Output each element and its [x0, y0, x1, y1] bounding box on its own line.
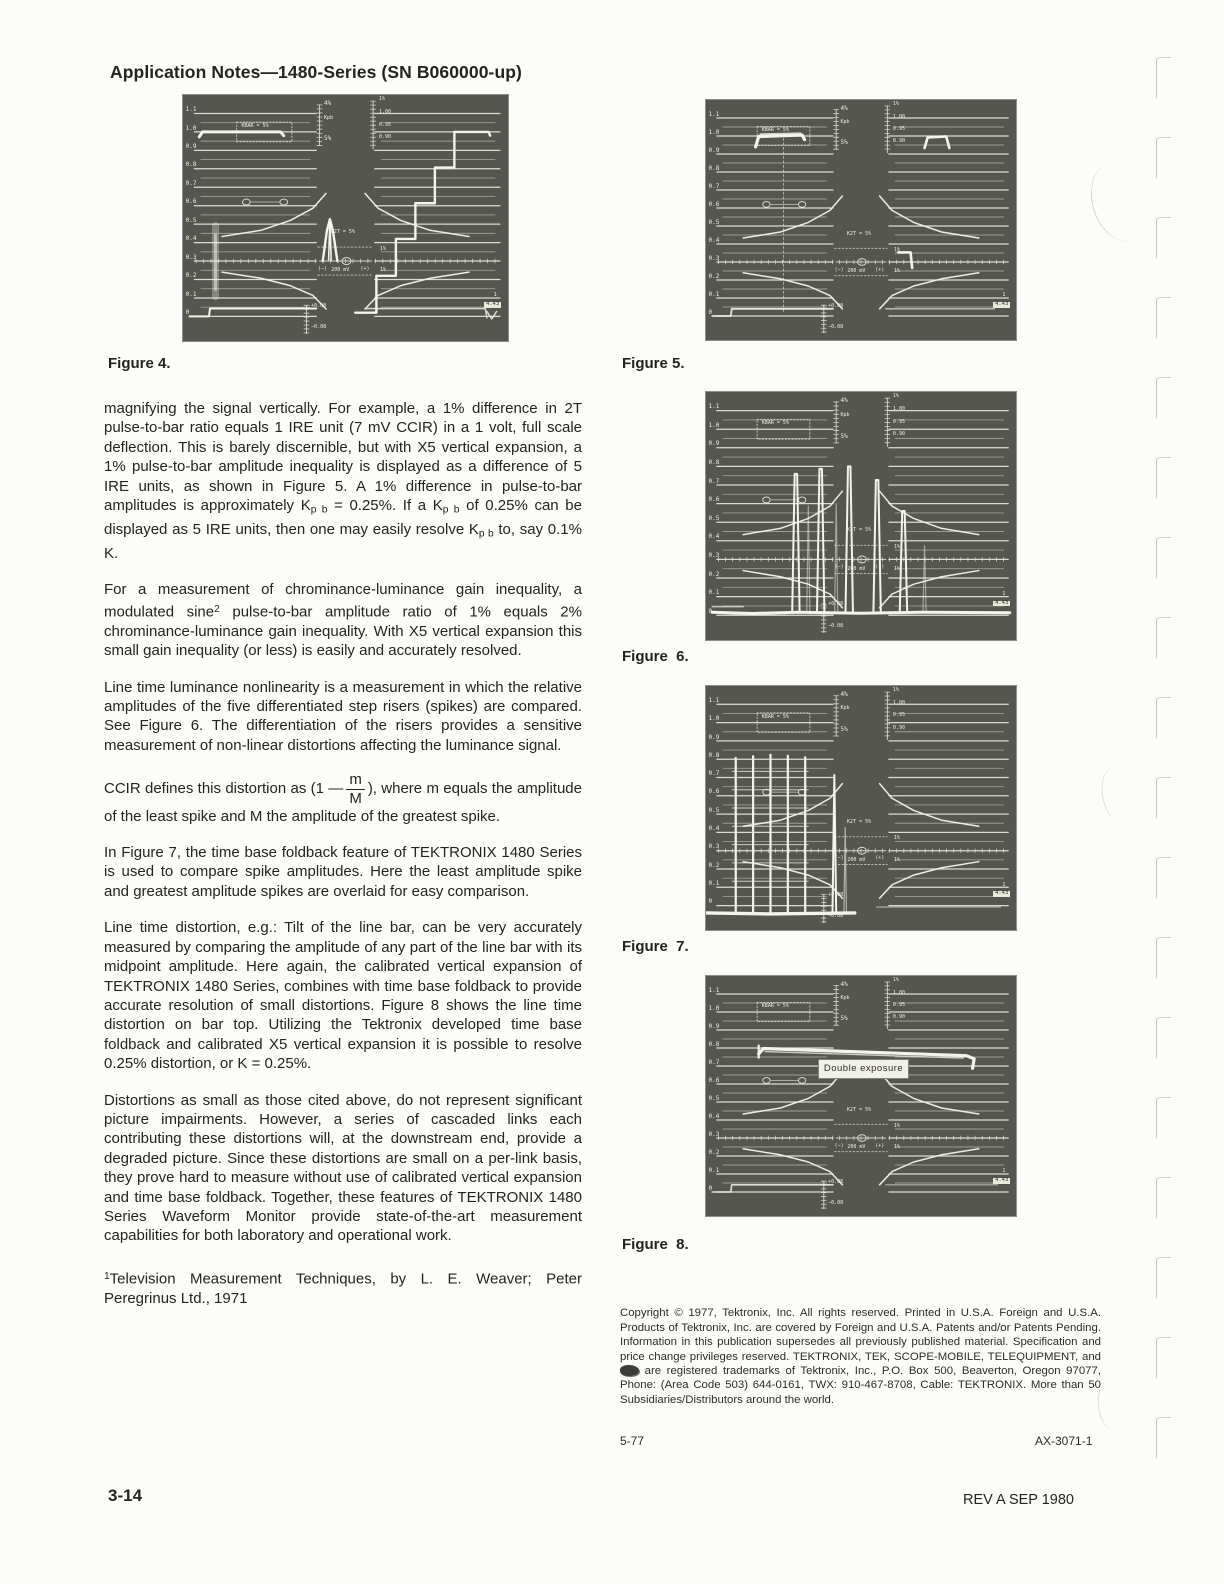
- scope-label: 1%: [379, 267, 386, 274]
- scope-label: 4.43: [485, 301, 500, 308]
- scope-label: 1.1: [708, 696, 720, 704]
- revision-label: REV A SEP 1980: [963, 1492, 1074, 1508]
- scope-label: KBAR = 5%: [761, 127, 789, 134]
- scope-label: 0.8: [708, 1040, 720, 1048]
- scope-label: 1.1: [708, 110, 720, 118]
- scope-label: 0.90: [892, 138, 905, 145]
- formula-text: CCIR defines this distortion as (1 —: [104, 780, 344, 798]
- scope-label: 0.7: [185, 179, 197, 187]
- scope-label: 0.5: [708, 218, 720, 226]
- tektronix-logo-icon: [620, 1365, 639, 1376]
- binding-mark: [1156, 1417, 1171, 1458]
- scope-label: K2T = 5%: [330, 229, 355, 236]
- scope-label: 0.6: [708, 496, 720, 504]
- waveform-display: [706, 976, 1016, 1216]
- scope-label: 4.43: [995, 599, 1009, 606]
- scope-label: 0.4: [708, 1112, 720, 1120]
- figure-6-photo: [706, 392, 1016, 640]
- scope-label: 0.95: [892, 712, 905, 719]
- scope-label: 0.3: [708, 254, 720, 262]
- figure-4-photo: [183, 95, 508, 341]
- scope-label: 1%: [893, 543, 900, 550]
- scope-label: 0.5: [185, 216, 197, 224]
- paragraph-formula: [104, 772, 582, 826]
- binding-mark: [1156, 377, 1171, 418]
- scope-label: 4%: [324, 100, 332, 108]
- scope-label: 0.5: [708, 514, 720, 522]
- scope-label: 1: [1002, 590, 1006, 597]
- scope-label: 1: [1002, 881, 1006, 888]
- scope-label: 0.2: [708, 272, 720, 280]
- scope-label: 0: [708, 898, 713, 906]
- scope-label: 4.43: [995, 301, 1009, 308]
- scope-label: (+): [875, 1142, 885, 1149]
- scope-label: +0.08: [828, 1178, 844, 1185]
- scope-label: 0.1: [708, 1166, 720, 1174]
- scope-label: 1.0: [708, 1004, 720, 1012]
- scope-label: 0.8: [708, 458, 720, 466]
- scope-label: Kpb: [840, 411, 850, 418]
- scope-label: (−): [834, 266, 844, 273]
- scope-label: 0.7: [708, 477, 720, 485]
- scope-label: 1.00: [378, 109, 392, 115]
- formula-text: ), where m equals the amplitude of the least spike and M the amplitude of the greatest spike.: [104, 780, 582, 825]
- scope-label: 0.9: [708, 440, 720, 448]
- scope-label: 4%: [840, 397, 848, 405]
- scope-label: 0.9: [708, 733, 720, 741]
- binding-mark: [1156, 857, 1171, 898]
- scope-label: 1.1: [708, 986, 720, 994]
- figure-4-caption: Figure 4.: [108, 355, 171, 372]
- scope-label: 4.43: [995, 890, 1009, 897]
- scope-label: 1%: [893, 1122, 900, 1129]
- binding-mark: [1156, 137, 1171, 178]
- scope-label: 0.95: [378, 121, 392, 128]
- paragraph: Line time distortion, e.g.: Tilt of the line bar, can be very accurately measured by comparing the amplitude of any part of the line bar with its midpoint amplitude. Here again, the calibrated vertical expansion of TEKTRONIX 1480 Series, combines with time base foldback to provide accurate resolution of small distortions. Figure 8 shows the line time distortion on bar top. Utilizing the Tektronix developed time base foldback and calibrated X5 vertical expansion it is possible to resolve 0.25% distortion, or K = 0.25%.: [104, 919, 582, 1073]
- scope-label: 1%: [892, 101, 899, 108]
- figure-5-caption: Figure 5.: [622, 355, 685, 372]
- waveform-display: [706, 686, 1016, 930]
- scope-label: 4%: [840, 981, 848, 989]
- scope-label: 0.8: [185, 161, 197, 169]
- fraction-denominator: M: [349, 789, 362, 807]
- scope-label: 0.2: [708, 1148, 720, 1156]
- scope-label: 0.90: [378, 134, 392, 141]
- scope-label: 4%: [840, 105, 848, 113]
- scope-label: 1.00: [892, 406, 905, 413]
- scope-label: 1: [1002, 1168, 1006, 1175]
- paragraph: Line time luminance nonlinearity is a measurement in which the relative amplitudes of the five differentiated step risers (spikes) are compared. See Figure 6. The differentiation of the risers provides a sensitive measurement of non-linear distortions affecting the luminance signal.: [104, 678, 582, 754]
- scope-label: 0: [708, 308, 713, 316]
- scope-label: 5%: [840, 725, 848, 733]
- scope-label: K2T = 5%: [847, 231, 872, 237]
- scope-label: 0.5: [708, 806, 720, 814]
- scope-label: 1%: [893, 835, 900, 842]
- scope-label: 0.3: [708, 551, 720, 559]
- scope-label: 0.7: [708, 1058, 720, 1066]
- binding-mark: [1156, 697, 1171, 738]
- scope-label: 1%: [893, 1143, 900, 1150]
- scope-label: 0.6: [185, 198, 197, 206]
- paragraph: magnifying the signal vertically. For example, a 1% difference in 2T pulse-to-bar ratio equals 1 IRE unit (7 mV CCIR) in a 1 volt, full scale deflection. This is barely discernible, but with X5 vertical expansion, a 1% pulse-to-bar amplitude inequality is displayed as a difference of 5 IRE units, as shown in Figure 5. A 1% difference in pulse-to-bar amplitudes is approximately $K_{p b} = 0.25\%$. If a $K_{p b}$ of 0.25% can be displayed as 5 IRE units, then one may easily resolve $K_{p b}$ to, say 0.1% K.: [104, 400, 582, 562]
- scope-label: 0.1: [708, 879, 720, 887]
- scope-label: KBAR = 5%: [761, 713, 789, 720]
- scope-label: 0.4: [185, 235, 197, 243]
- scope-label: 1%: [893, 565, 900, 572]
- page-number: 3-14: [108, 1486, 143, 1505]
- figure-7-caption: Figure 7.: [622, 938, 689, 955]
- binding-mark: [1156, 1177, 1171, 1218]
- scope-label: 0.6: [708, 200, 720, 208]
- scope-label: 5%: [840, 139, 848, 147]
- scope-label: Kpb: [840, 705, 850, 712]
- scan-artifact-curve: [1082, 153, 1161, 248]
- scope-label: 0.90: [892, 724, 905, 731]
- scope-label: (−): [834, 1142, 844, 1149]
- scope-label: (−): [834, 855, 844, 862]
- scope-label: −0.08: [828, 323, 844, 330]
- scope-label: Kpb: [324, 114, 334, 121]
- scope-label: 0.95: [892, 1001, 905, 1008]
- scope-label: 1: [493, 292, 497, 299]
- scope-label: 0.2: [185, 272, 197, 280]
- scope-label: −0.08: [828, 1199, 844, 1206]
- binding-mark: [1156, 1257, 1171, 1298]
- scope-label: 0.95: [892, 418, 905, 425]
- article-body: [104, 399, 582, 1308]
- scope-label: 0.1: [708, 589, 720, 597]
- scope-label: K2T = 5%: [847, 527, 872, 534]
- scope-label: −0.08: [311, 324, 327, 331]
- scope-label: 4.43: [995, 1177, 1009, 1184]
- scope-label: 1.0: [708, 128, 720, 136]
- binding-mark: [1156, 537, 1171, 578]
- page-title: Application Notes—1480-Series (SN B060000-up): [110, 62, 522, 82]
- copyright-text: Copyright © 1977, Tektronix, Inc. All rights reserved. Printed in U.S.A. Foreign and U.S.A. Products of Tektronix, Inc. are covered by Foreign and U.S.A. Patents and/or Patents Pending. Information in this publication supersedes all previously published material. Specification and price change privileges reserved. TEKTRONIX, TEK, SCOPE-MOBILE, TELEQUIPMENT, and: [620, 1307, 1101, 1363]
- figure-6-caption: Figure 6.: [622, 648, 689, 665]
- scope-label: 0.95: [892, 125, 905, 132]
- scope-label: 0: [185, 309, 190, 316]
- scope-label: 1%: [893, 856, 900, 863]
- scope-label: 1%: [892, 977, 899, 984]
- waveform-display: [183, 95, 508, 341]
- fraction-numerator: m: [346, 772, 365, 790]
- footnote: $^1$Television Measurement Techniques, by L. E. Weaver; Peter Peregrinus Ltd., 1971: [104, 1270, 582, 1307]
- waveform-display: [706, 100, 1016, 340]
- scope-label: 0.6: [708, 1076, 720, 1084]
- issue-date: 5-77: [620, 1434, 645, 1448]
- scope-label: 1: [1002, 292, 1006, 299]
- paragraph: Distortions as small as those cited above, do not represent significant picture impairments. However, a series of cascaded links each contributing these distortions will, at the downstream end, provide a degraded picture. Since these distortions are small on a per-link basis, they prove hard to measure without use of calibrated vertical expansion and time base foldback. Together, these features of TEKTRONIX 1480 Series Waveform Monitor provide state-of-the-art measurement capabilities for both laboratory and operational work.: [104, 1091, 582, 1245]
- binding-mark: [1156, 1097, 1171, 1138]
- scope-label: (+): [875, 266, 885, 273]
- scope-label: (−): [834, 564, 844, 571]
- scope-label: 0.4: [708, 533, 720, 541]
- scope-label: 1%: [892, 393, 899, 400]
- scope-label: 1.0: [185, 124, 197, 132]
- scope-label: K2T = 5%: [847, 1107, 872, 1113]
- scope-label: 1.00: [892, 989, 905, 996]
- scope-label: (+): [875, 564, 885, 571]
- scope-label: 1.00: [892, 699, 905, 706]
- scope-label: 200 mV: [847, 1143, 866, 1150]
- scope-label: 0.3: [708, 1130, 720, 1138]
- paragraph: For a measurement of chrominance-luminance gain inequality, a modulated sine$^2$ pulse-to-bar amplitude ratio of 1% equals 2% chrominance-luminance gain inequality. With X5 vertical expansion this small gain inequality (or less) is easily and accurately resolved.: [104, 581, 582, 660]
- scope-label: 0.7: [708, 182, 720, 190]
- scope-label: 4%: [840, 691, 848, 699]
- scope-label: 0.90: [892, 431, 905, 438]
- waveform-display: [706, 392, 1016, 640]
- binding-mark: [1156, 617, 1171, 658]
- scope-label: 5%: [840, 1015, 848, 1023]
- scope-label: 1.1: [708, 403, 720, 411]
- scope-label: 0.90: [892, 1014, 905, 1021]
- scope-label: 200 mV: [847, 565, 866, 572]
- scope-label: KBAR = 5%: [761, 420, 789, 427]
- scope-label: 0.3: [185, 253, 197, 261]
- scope-label: 1%: [892, 687, 899, 694]
- scope-label: 200 mV: [847, 267, 866, 274]
- scope-label: (−): [317, 265, 327, 272]
- scope-label: 0.8: [708, 751, 720, 759]
- copyright-notice: [620, 1306, 1101, 1407]
- scope-label: 1%: [893, 267, 900, 274]
- fraction: [346, 772, 365, 807]
- figure-7-photo: [706, 686, 1016, 930]
- scope-label: 1%: [893, 246, 900, 253]
- scan-artifact-curve: [1099, 766, 1133, 821]
- binding-mark: [1156, 297, 1171, 338]
- scope-label: −0.08: [828, 623, 844, 630]
- scope-label: 5%: [324, 135, 332, 143]
- scope-label: 0.2: [708, 570, 720, 578]
- binding-mark: [1156, 777, 1171, 818]
- scope-label: 0.4: [708, 825, 720, 833]
- scope-label: 200 mV: [847, 856, 866, 863]
- scope-label: 200 mV: [331, 267, 350, 274]
- scope-label: 0.8: [708, 164, 720, 172]
- copyright-text: are registered trademarks of Tektronix, Inc., P.O. Box 500, Beaverton, Oregon 97077, Phone: (Area Code 503) 644-0161, TWX: 910-467-8708, Cable: TEKTRONIX. More than 50 Subsidiaries/Distributors around the world.: [620, 1365, 1101, 1406]
- scope-label: 1%: [379, 245, 386, 252]
- scope-label: 0.4: [708, 236, 720, 244]
- figure-8-caption: Figure 8.: [622, 1236, 689, 1253]
- scope-label: 1.1: [185, 106, 197, 114]
- scope-label: 0.1: [708, 290, 720, 298]
- binding-mark: [1156, 1337, 1171, 1378]
- scan-artifact-curve: [1095, 1380, 1126, 1431]
- binding-mark: [1156, 217, 1171, 258]
- figure-5-photo: [706, 100, 1016, 340]
- scope-label: 5%: [840, 432, 848, 440]
- scope-label: 0: [708, 607, 713, 615]
- scope-label: 0.9: [708, 146, 720, 154]
- scope-label: KBAR = 5%: [241, 123, 269, 130]
- binding-mark: [1156, 937, 1171, 978]
- scope-label: 0: [708, 1184, 713, 1192]
- double-exposure-label: Double exposure: [818, 1059, 910, 1079]
- scope-label: 1.0: [708, 421, 720, 429]
- scope-label: 1%: [378, 96, 385, 103]
- scope-label: 0.3: [708, 843, 720, 851]
- document-code: AX-3071-1: [1035, 1434, 1093, 1448]
- scope-label: (+): [360, 265, 370, 272]
- scope-label: KBAR = 5%: [761, 1003, 789, 1010]
- scope-label: +0.08: [828, 302, 844, 309]
- scope-label: +0.08: [828, 891, 844, 898]
- binding-mark: [1156, 1017, 1171, 1058]
- scope-label: 0.6: [708, 788, 720, 796]
- scope-label: Kpb: [840, 995, 850, 1002]
- binding-mark: [1156, 457, 1171, 498]
- scope-label: 0.2: [708, 861, 720, 869]
- scope-label: +0.08: [311, 302, 327, 309]
- scope-label: 0.7: [708, 770, 720, 778]
- scope-label: −0.08: [828, 913, 844, 920]
- binding-mark: [1156, 57, 1171, 98]
- scope-label: 0.9: [708, 1022, 720, 1030]
- scope-label: 0.9: [185, 142, 197, 150]
- scope-label: 1.0: [708, 715, 720, 723]
- scope-label: +0.08: [828, 601, 844, 608]
- scope-label: Kpb: [840, 119, 850, 126]
- scope-label: K2T = 5%: [847, 819, 872, 826]
- figure-8-photo: [706, 976, 1016, 1216]
- scope-label: 0.5: [708, 1094, 720, 1102]
- scope-label: 1.00: [892, 113, 905, 120]
- scope-label: (+): [875, 855, 885, 862]
- paragraph: In Figure 7, the time base foldback feature of TEKTRONIX 1480 Series is used to compare spike amplitudes. Here the least amplitude spike and greatest amplitude spikes are overlaid for easy comparison.: [104, 844, 582, 900]
- scope-label: 0.1: [185, 290, 197, 298]
